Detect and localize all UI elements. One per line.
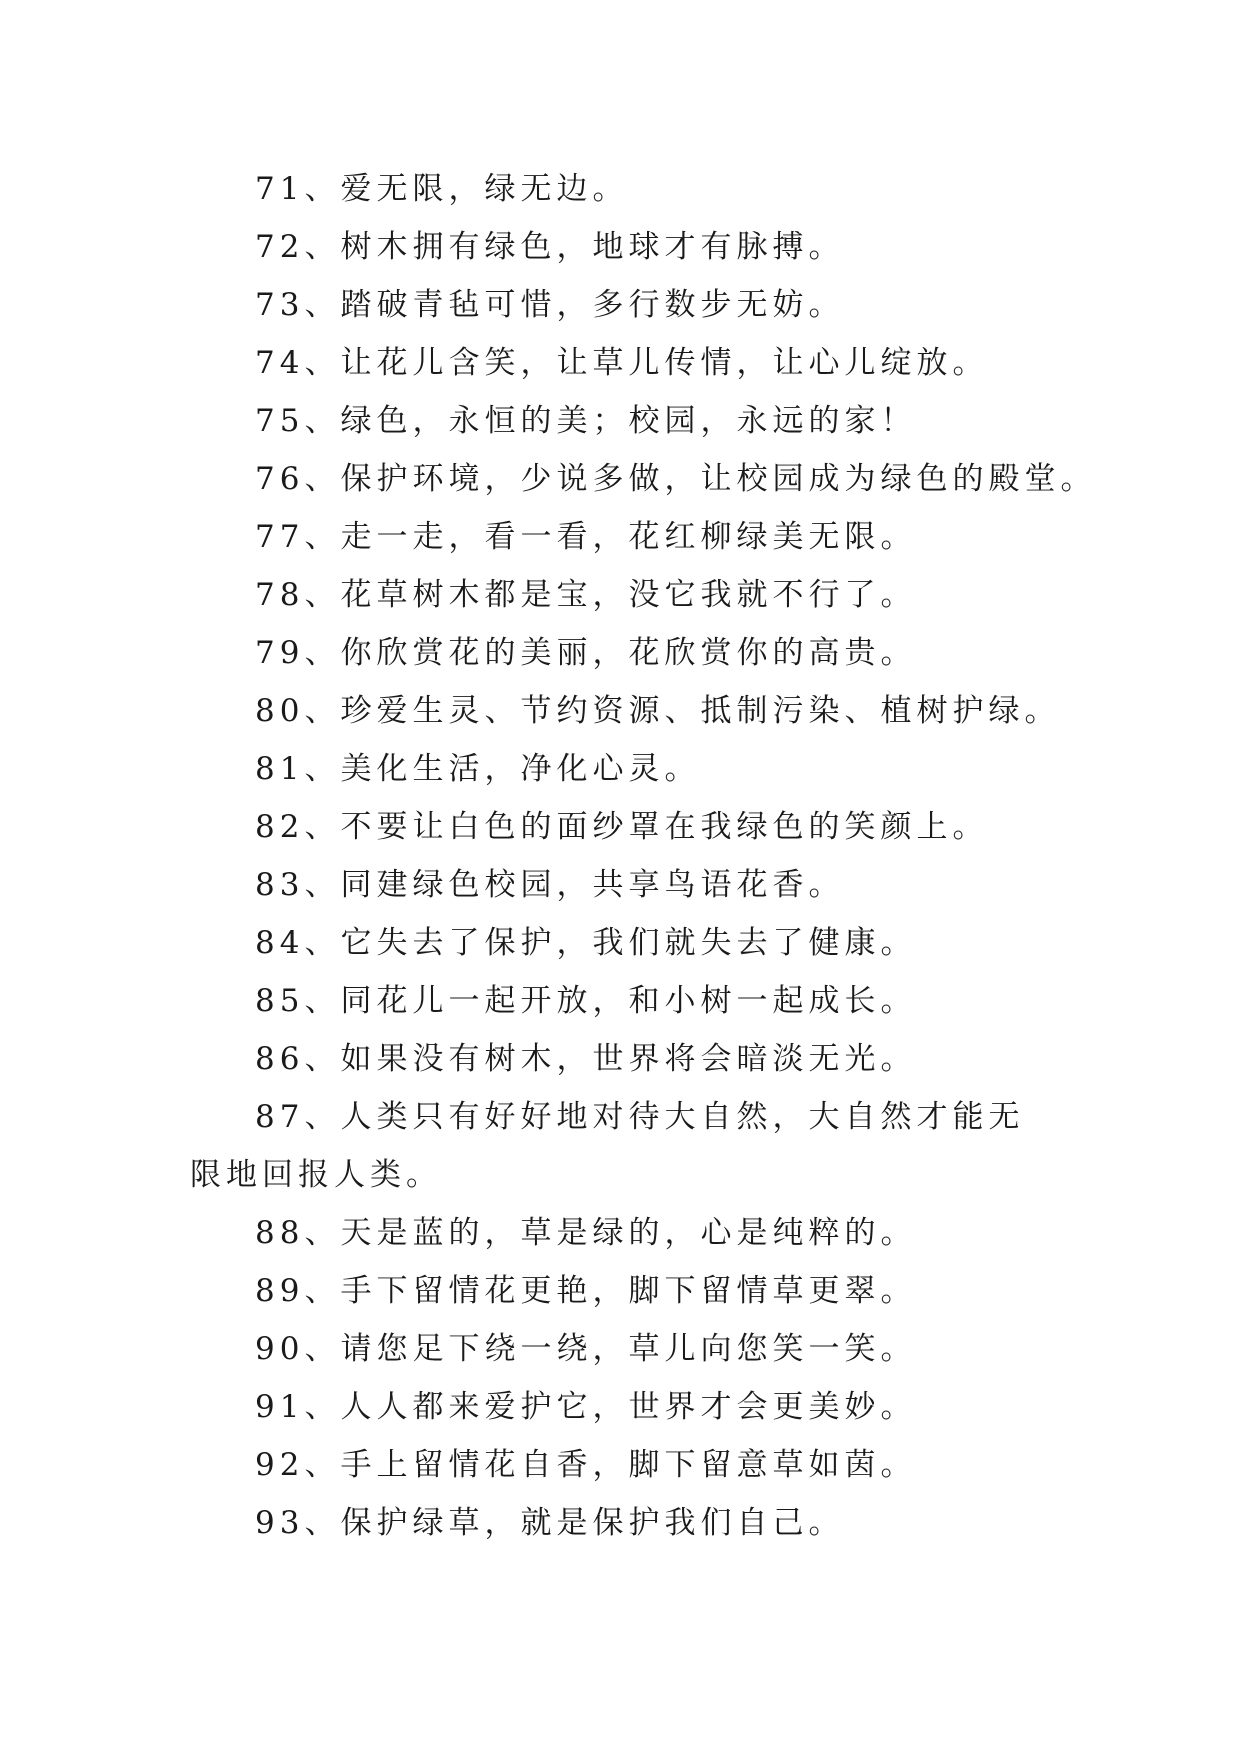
list-item: 84、它失去了保护，我们就失去了健康。 [255, 925, 917, 961]
list-item: 79、你欣赏花的美丽，花欣赏你的高贵。 [255, 635, 917, 671]
list-item: 80、珍爱生灵、节约资源、抵制污染、植树护绿。 [255, 693, 1061, 729]
list-item: 78、花草树木都是宝，没它我就不行了。 [255, 577, 917, 613]
list-item: 86、如果没有树木，世界将会暗淡无光。 [255, 1041, 917, 1077]
list-item: 91、人人都来爱护它，世界才会更美妙。 [255, 1389, 917, 1425]
list-item: 74、让花儿含笑，让草儿传情，让心儿绽放。 [255, 345, 989, 381]
list-item: 87、人类只有好好地对待大自然，大自然才能无限地回报人类。 [190, 1099, 1025, 1193]
list-item: 71、爱无限，绿无边。 [255, 171, 629, 207]
list-item: 75、绿色，永恒的美；校园，永远的家！ [255, 403, 917, 439]
list-item: 76、保护环境，少说多做，让校园成为绿色的殿堂。 [255, 461, 1097, 497]
list-item: 83、同建绿色校园，共享鸟语花香。 [255, 867, 845, 903]
list-item: 85、同花儿一起开放，和小树一起成长。 [255, 983, 917, 1019]
list-item: 73、踏破青毡可惜，多行数步无妨。 [255, 287, 845, 323]
list-item: 82、不要让白色的面纱罩在我绿色的笑颜上。 [255, 809, 989, 845]
document-body [190, 160, 1097, 1552]
list-item: 88、天是蓝的，草是绿的，心是纯粹的。 [255, 1215, 917, 1251]
list-item: 90、请您足下绕一绕，草儿向您笑一笑。 [255, 1331, 917, 1367]
list-item: 81、美化生活，净化心灵。 [255, 751, 701, 787]
list-item: 92、手上留情花自香，脚下留意草如茵。 [255, 1447, 917, 1483]
list-item: 89、手下留情花更艳，脚下留情草更翠。 [255, 1273, 917, 1309]
list-item: 72、树木拥有绿色，地球才有脉搏。 [255, 229, 845, 265]
list-item: 77、走一走，看一看，花红柳绿美无限。 [255, 519, 917, 555]
list-item: 93、保护绿草，就是保护我们自己。 [255, 1505, 845, 1541]
